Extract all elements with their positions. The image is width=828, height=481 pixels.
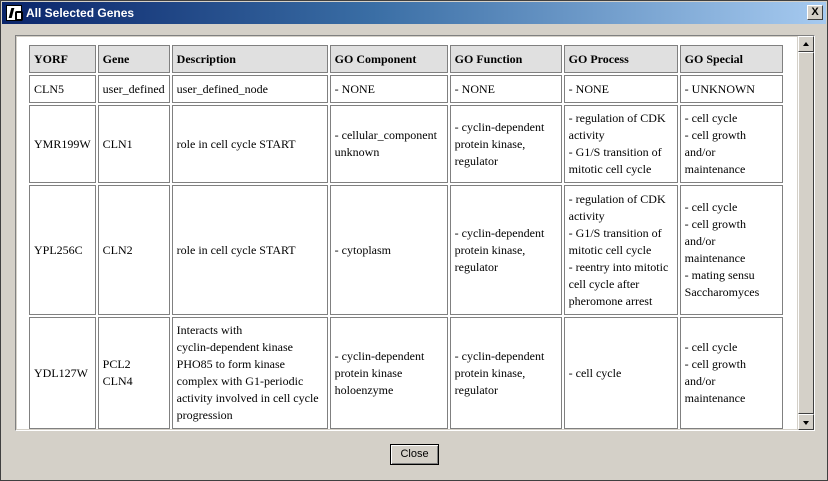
gene-name: CLN2 [102, 242, 133, 257]
go-function-line: - cyclin-dependent [454, 225, 545, 240]
go-process-line: activity [568, 128, 605, 142]
cell-go-function [450, 105, 562, 183]
go-process-line: cell cycle after [568, 276, 640, 291]
cell-yorf: YPL256C [29, 185, 96, 315]
cell-go-component [330, 75, 448, 103]
cell-go-function [450, 185, 562, 315]
go-special-line: - cell growth and/or [684, 357, 746, 388]
column-header-go-function[interactable]: GO Function [450, 45, 562, 73]
window-close-button[interactable]: X [807, 5, 823, 20]
cell-go-special [680, 317, 783, 429]
go-component-line: protein kinase [334, 365, 403, 380]
go-process-line: - cell cycle [568, 365, 622, 380]
cell-yorf: YMR199W [29, 105, 96, 183]
description-line: user_defined_node [176, 81, 268, 96]
go-process-line: - G1/S transition of [568, 225, 662, 240]
genes-table [27, 43, 785, 429]
go-component-line: - cellular_component [334, 128, 437, 142]
column-header-go-component[interactable]: GO Component [330, 45, 448, 73]
cell-go-special [680, 75, 783, 103]
cell-go-component [330, 105, 448, 183]
column-header-description[interactable]: Description [172, 45, 328, 73]
column-header-go-process[interactable]: GO Process [564, 45, 678, 73]
go-function-line: - cyclin-dependent [454, 119, 545, 134]
go-function-line: protein kinase, [454, 242, 526, 257]
vertical-scrollbar[interactable] [798, 36, 814, 430]
cell-go-process [564, 75, 678, 103]
go-special-line: Saccharomyces [684, 285, 760, 299]
description-line: progression [176, 408, 233, 422]
table-row[interactable] [29, 105, 783, 183]
description-line: role in cell cycle START [176, 242, 296, 257]
header-row [29, 45, 783, 73]
description-line: PHO85 to form kinase [176, 357, 285, 371]
go-process-line: - G1/S transition of [568, 145, 662, 159]
go-process-line: activity [568, 208, 605, 223]
cell-gene [98, 75, 170, 103]
cell-go-special [680, 105, 783, 183]
go-special-line: - cell cycle [684, 200, 738, 214]
column-header-go-special[interactable]: GO Special [680, 45, 783, 73]
cell-description [172, 75, 328, 103]
gene-name: PCL2 [102, 357, 131, 371]
gene-name: user_defined [102, 81, 165, 96]
go-special-line: - UNKNOWN [684, 81, 755, 96]
description-line: complex with G1-periodic [176, 374, 304, 388]
cell-gene [98, 105, 170, 183]
go-process-line: - NONE [568, 81, 609, 96]
column-header-gene[interactable]: Gene [98, 45, 170, 73]
go-special-line: maintenance [684, 251, 746, 265]
go-component-line: - NONE [334, 81, 375, 96]
go-component-line: - cytoplasm [334, 242, 391, 257]
cell-go-process [564, 185, 678, 315]
go-function-line: regulator [454, 382, 498, 397]
scroll-up-arrow-icon[interactable] [798, 36, 814, 52]
cell-yorf: CLN5 [29, 75, 96, 103]
window-title: All Selected Genes [26, 6, 135, 20]
cell-go-process [564, 317, 678, 429]
description-line: cyclin-dependent kinase [176, 340, 293, 354]
go-function-line: protein kinase, [454, 365, 526, 380]
go-special-line: - cell growth and/or [684, 217, 746, 248]
go-special-line: - mating sensu [684, 268, 755, 282]
go-component-line: - cyclin-dependent [334, 348, 425, 363]
cell-description [172, 105, 328, 183]
scroll-thumb[interactable] [798, 52, 814, 414]
cell-go-process [564, 105, 678, 183]
go-process-line: pheromone arrest [568, 293, 653, 308]
table-row[interactable] [29, 185, 783, 315]
description-line: role in cell cycle START [176, 136, 296, 151]
go-process-line: mitotic cell cycle [568, 162, 652, 176]
go-process-line: - regulation of CDK [568, 111, 666, 125]
go-component-line: holoenzyme [334, 382, 394, 397]
description-line: activity involved in cell cycle [176, 391, 319, 405]
gene-name: CLN4 [102, 374, 133, 388]
go-process-line: mitotic cell cycle [568, 242, 652, 257]
go-special-line: maintenance [684, 391, 746, 405]
app-icon [6, 5, 22, 21]
cell-gene [98, 317, 170, 429]
cell-go-special [680, 185, 783, 315]
cell-yorf: YDL127W [29, 317, 96, 429]
cell-description [172, 185, 328, 315]
table-row[interactable] [29, 75, 783, 103]
title-bar[interactable] [2, 2, 826, 24]
description-line: Interacts with [176, 323, 243, 337]
table-row[interactable] [29, 317, 783, 429]
close-button[interactable]: Close [390, 444, 439, 465]
go-special-line: - cell cycle [684, 111, 738, 125]
go-process-line: - regulation of CDK [568, 191, 666, 206]
go-function-line: - NONE [454, 81, 495, 96]
go-function-line: - cyclin-dependent [454, 348, 545, 363]
cell-gene [98, 185, 170, 315]
go-function-line: regulator [454, 153, 498, 168]
gene-name: CLN1 [102, 136, 133, 151]
scroll-down-arrow-icon[interactable] [798, 414, 814, 430]
table-viewport [17, 37, 797, 429]
go-special-line: - cell growth and/or [684, 128, 746, 159]
cell-go-function [450, 317, 562, 429]
cell-description [172, 317, 328, 429]
cell-go-component [330, 185, 448, 315]
cell-go-function [450, 75, 562, 103]
scroll-pane [15, 35, 815, 431]
go-special-line: maintenance [684, 162, 746, 176]
go-component-line: unknown [334, 145, 380, 159]
go-function-line: regulator [454, 259, 498, 274]
go-special-line: - cell cycle [684, 340, 738, 354]
go-function-line: protein kinase, [454, 136, 526, 151]
go-process-line: - reentry into mitotic [568, 259, 669, 274]
cell-go-component [330, 317, 448, 429]
column-header-yorf[interactable]: YORF [29, 45, 96, 73]
